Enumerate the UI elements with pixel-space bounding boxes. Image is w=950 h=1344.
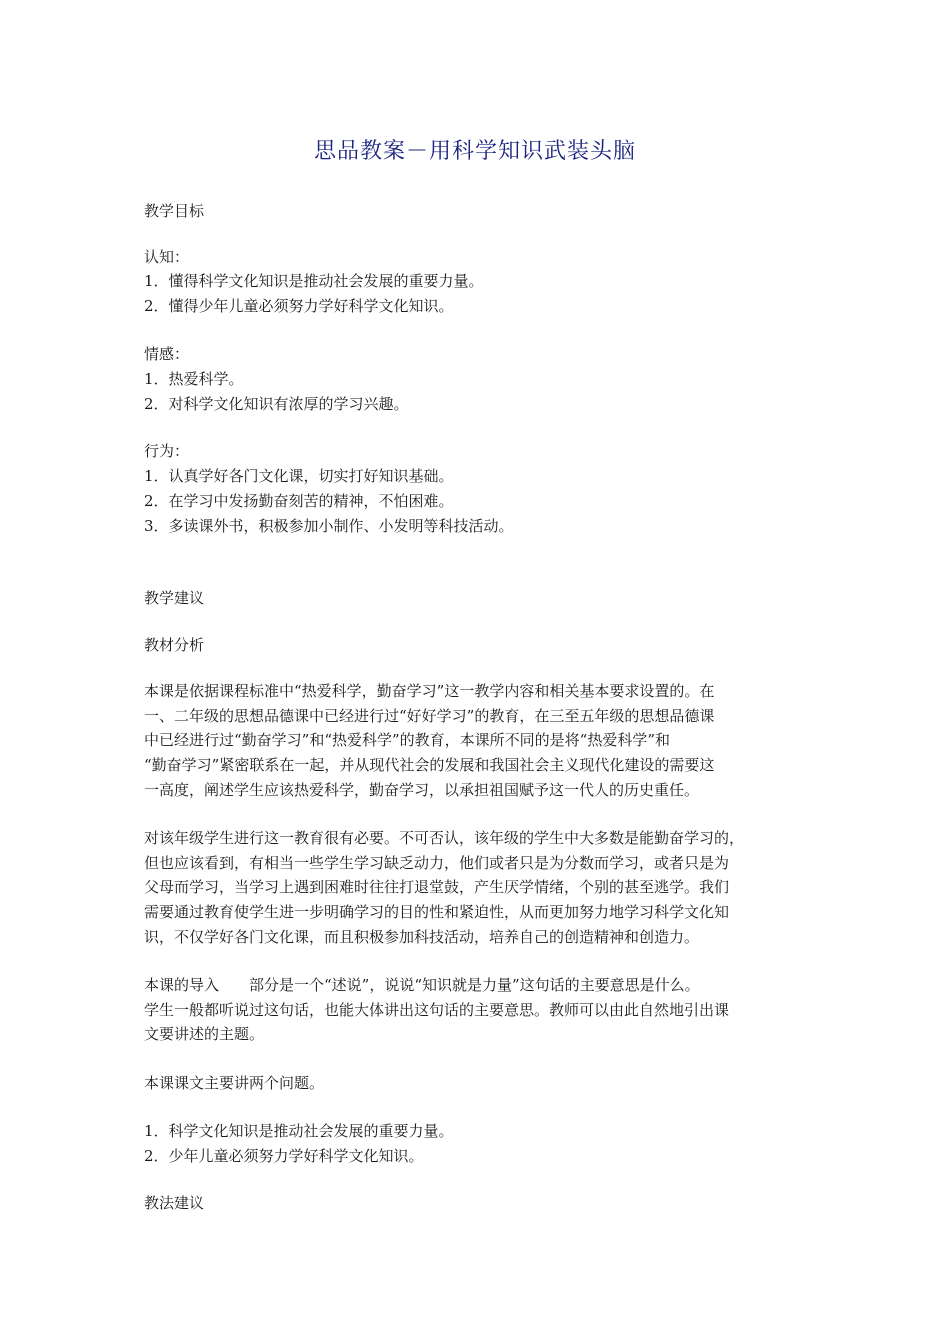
paragraph-line: “勤奋学习”紧密联系在一起，并从现代社会的发展和我国社会主义现代化建设的需要这 (144, 756, 715, 775)
document-title: 思品教案－用科学知识武装头脑 (313, 139, 636, 164)
analysis-paragraph-3 (144, 973, 812, 1047)
paragraph-line: 本课是依据课程标准中“热爱科学，勤奋学习”这一教学内容和相关基本要求设置的。在 (144, 682, 715, 700)
cognition-label: 认知： (144, 248, 190, 266)
paragraph-line: 文要讲述的主题。 (144, 1025, 265, 1044)
analysis-paragraph-1 (144, 679, 812, 803)
paragraph-line: 父母而学习，当学习上遇到困难时往往打退堂鼓，产生厌学情绪，个别的甚至逃学。我们 (144, 878, 730, 897)
method-heading: 教法建议 (144, 1194, 205, 1212)
analysis-paragraph-4: 本课课文主要讲两个问题。 (144, 1074, 325, 1092)
paragraph-line: 识，不仅学好各门文化课，而且积极参加科技活动，培养自己的创造精神和创造力。 (144, 927, 700, 946)
emotion-label: 情感： (144, 345, 190, 363)
goals-heading: 教学目标 (144, 202, 205, 220)
paragraph-line: 一高度，阐述学生应该热爱科学，勤奋学习，以承担祖国赋予这一代人的历史重任。 (144, 780, 700, 799)
analysis-paragraph-2 (144, 826, 812, 950)
paragraph-line: 需要通过教育使学生进一步明确学习的目的性和紧迫性，从而更加努力地学习科学文化知 (144, 903, 730, 922)
behavior-item: 3．多读课外书，积极参加小制作、小发明等科技活动。 (144, 517, 514, 535)
paragraph-line: 学生一般都听说过这句话，也能大体讲出这句话的主要意思。教师可以由此自然地引出课 (144, 1000, 730, 1019)
behavior-label: 行为： (144, 442, 190, 460)
behavior-item: 1．认真学好各门文化课，切实打好知识基础。 (144, 467, 454, 485)
paragraph-line: 但也应该看到，有相当一些学生学习缺乏动力，他们或者只是为分数而学习，或者只是为 (144, 853, 730, 872)
behavior-item: 2．在学习中发扬勤奋刻苦的精神，不怕困难。 (144, 492, 454, 510)
suggestions-heading: 教学建议 (144, 589, 205, 607)
paragraph-line: 本课的导入 部分是一个“述说”，说说“知识就是力量”这句话的主要意思是什么。 (144, 976, 700, 994)
cognition-item: 2．懂得少年儿童必须努力学好科学文化知识。 (144, 297, 454, 315)
emotion-item: 1．热爱科学。 (144, 370, 244, 388)
paragraph-line: 对该年级学生进行这一教育很有必要。不可否认，该年级的学生中大多数是能勤奋学习的， (144, 829, 745, 847)
analysis-heading: 教材分析 (144, 636, 205, 654)
key-point: 2．少年儿童必须努力学好科学文化知识。 (144, 1147, 424, 1165)
key-point: 1．科学文化知识是推动社会发展的重要力量。 (144, 1122, 454, 1140)
cognition-item: 1．懂得科学文化知识是推动社会发展的重要力量。 (144, 272, 484, 290)
emotion-item: 2．对科学文化知识有浓厚的学习兴趣。 (144, 395, 409, 413)
paragraph-line: 中已经进行过“勤奋学习”和“热爱科学”的教育，本课所不同的是将“热爱科学”和 (144, 731, 671, 750)
paragraph-line: 一、二年级的思想品德课中已经进行过“好好学习”的教育，在三至五年级的思想品德课 (144, 706, 715, 725)
